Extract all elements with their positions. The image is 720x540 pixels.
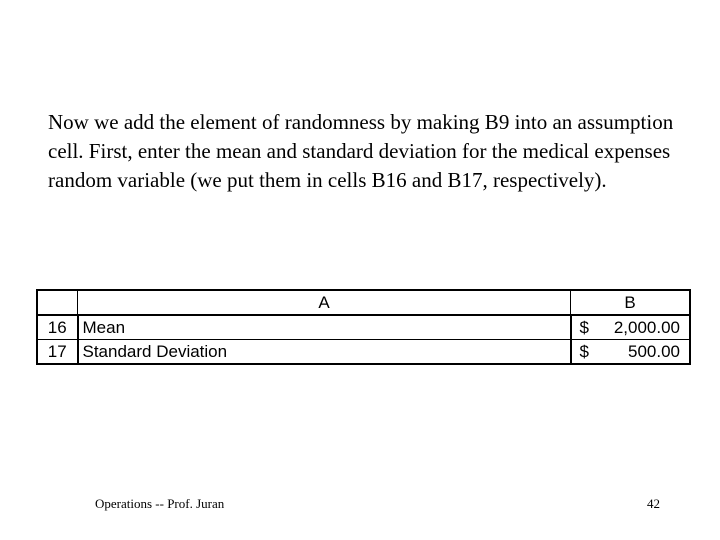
slide-body-text: Now we add the element of randomness by making B9 into an assumption cell. First, enter the mean and standard deviation for the medical expenses random variable (we put them in cells B16 and B17, respectively).: [48, 110, 674, 192]
footer-course-label: Operations -- Prof. Juran: [95, 496, 225, 511]
row-header-16[interactable]: 16: [37, 315, 78, 340]
column-header-a[interactable]: A: [78, 290, 571, 315]
cell-b16[interactable]: [571, 315, 691, 340]
cell-value: 2,000.00: [613, 317, 680, 337]
table-row: [37, 315, 690, 340]
currency-symbol: $: [579, 341, 589, 361]
page-number: 42: [647, 496, 660, 511]
column-header-b[interactable]: B: [571, 290, 691, 315]
cell-value: 500.00: [628, 341, 680, 361]
table-row: [37, 340, 690, 365]
currency-symbol: $: [579, 317, 589, 337]
select-all-corner[interactable]: [37, 290, 78, 315]
spreadsheet-excerpt: [36, 289, 691, 365]
cell-a16[interactable]: Mean: [78, 315, 571, 340]
cell-a17[interactable]: Standard Deviation: [78, 340, 571, 365]
column-header-row: [37, 290, 690, 315]
cell-b17[interactable]: [571, 340, 691, 365]
row-header-17[interactable]: 17: [37, 340, 78, 365]
